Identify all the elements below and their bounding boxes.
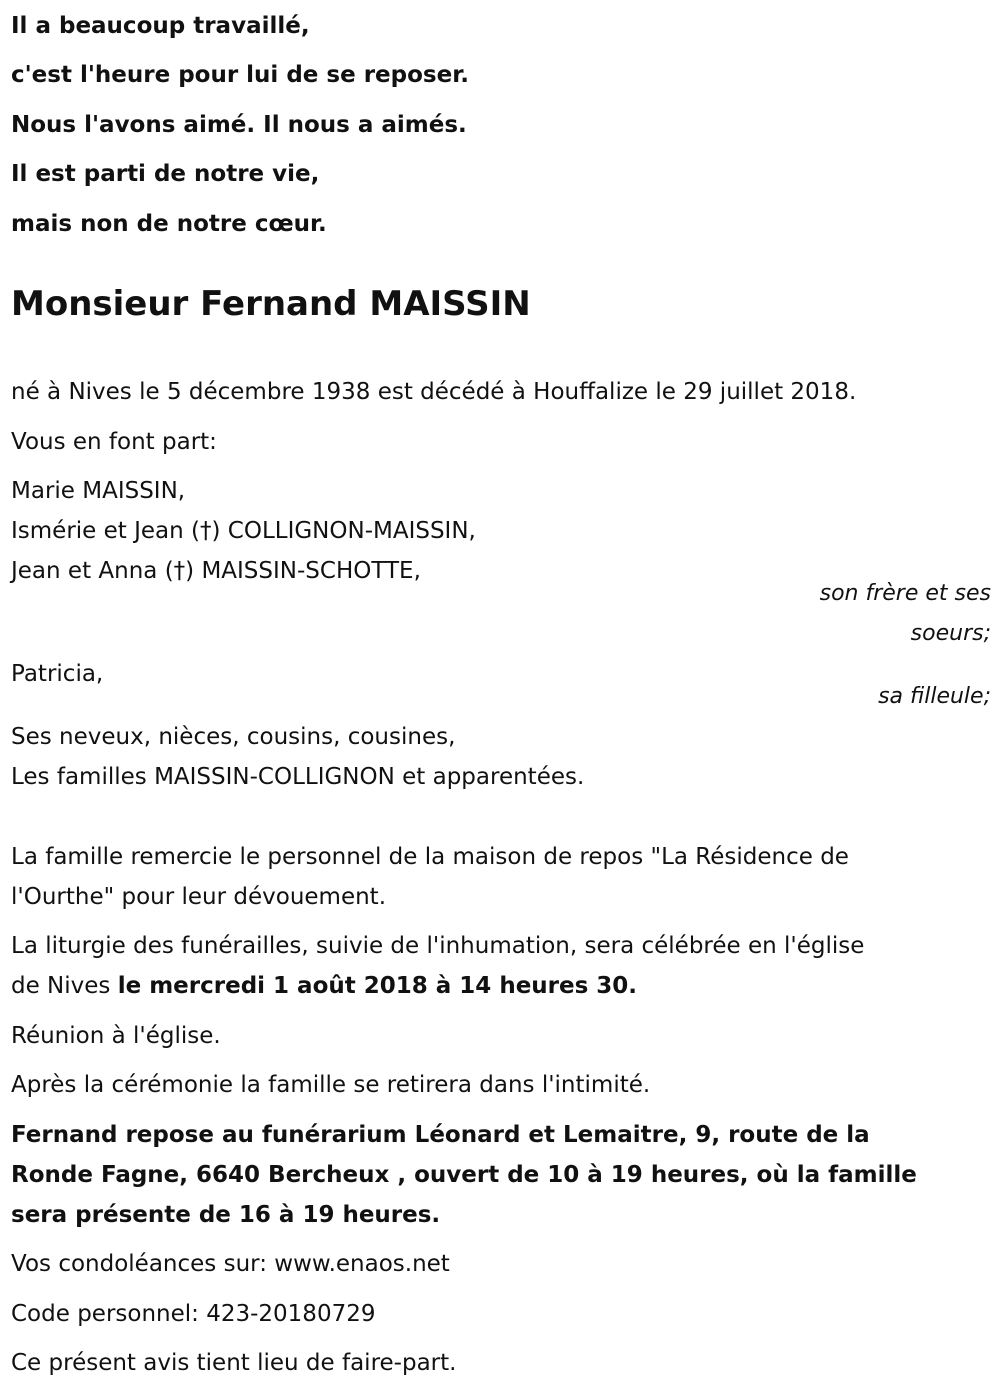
- poem-line-2: c'est l'heure pour lui de se reposer.: [11, 62, 469, 88]
- godchild-role: sa filleule;: [878, 684, 991, 709]
- siblings-role-line-2: soeurs;: [910, 621, 991, 646]
- deceased-name-title: Monsieur Fernand MAISSIN: [11, 284, 531, 324]
- funeral-home-line-2: Ronde Fagne, 6640 Bercheux , ouvert de 10 à 19 heures, où la famille: [11, 1162, 917, 1188]
- condolences-line: Vos condoléances sur: www.enaos.net: [11, 1251, 450, 1277]
- sibling-1: Marie MAISSIN,: [11, 478, 186, 504]
- liturgy-line-2: [11, 972, 637, 1000]
- personal-code-line: Code personnel: 423-20180729: [11, 1301, 376, 1327]
- liturgy-location: de Nives: [11, 973, 118, 999]
- relatives-line-2: Les familles MAISSIN-COLLIGNON et apparentées.: [11, 764, 585, 790]
- sibling-3: Jean et Anna (†) MAISSIN-SCHOTTE,: [11, 558, 421, 584]
- liturgy-line-1: La liturgie des funérailles, suivie de l'inhumation, sera célébrée en l'église: [11, 933, 865, 959]
- announce-line: Vous en font part:: [11, 429, 217, 455]
- poem-line-4: Il est parti de notre vie,: [11, 161, 320, 187]
- notice-line: Ce présent avis tient lieu de faire-part.: [11, 1350, 457, 1376]
- meeting-line: Réunion à l'église.: [11, 1023, 221, 1049]
- poem-line-5: mais non de notre cœur.: [11, 211, 327, 237]
- poem-line-3: Nous l'avons aimé. Il nous a aimés.: [11, 112, 467, 138]
- sibling-2: Ismérie et Jean (†) COLLIGNON-MAISSIN,: [11, 518, 476, 544]
- intimacy-line: Après la cérémonie la famille se retirera dans l'intimité.: [11, 1072, 651, 1098]
- funeral-home-line-1: Fernand repose au funérarium Léonard et Lemaitre, 9, route de la: [11, 1122, 870, 1148]
- liturgy-datetime: le mercredi 1 août 2018 à 14 heures 30.: [117, 973, 638, 999]
- thanks-line-1: La famille remercie le personnel de la maison de repos "La Résidence de: [11, 844, 849, 870]
- birth-death-line: né à Nives le 5 décembre 1938 est décédé à Houffalize le 29 juillet 2018.: [11, 379, 857, 405]
- godchild-name: Patricia,: [11, 661, 104, 687]
- siblings-role-line-1: son frère et ses: [819, 581, 991, 606]
- relatives-line-1: Ses neveux, nièces, cousins, cousines,: [11, 724, 456, 750]
- funeral-home-line-3: sera présente de 16 à 19 heures.: [11, 1202, 441, 1228]
- poem-line-1: Il a beaucoup travaillé,: [11, 13, 310, 39]
- thanks-line-2: l'Ourthe" pour leur dévouement.: [11, 884, 387, 910]
